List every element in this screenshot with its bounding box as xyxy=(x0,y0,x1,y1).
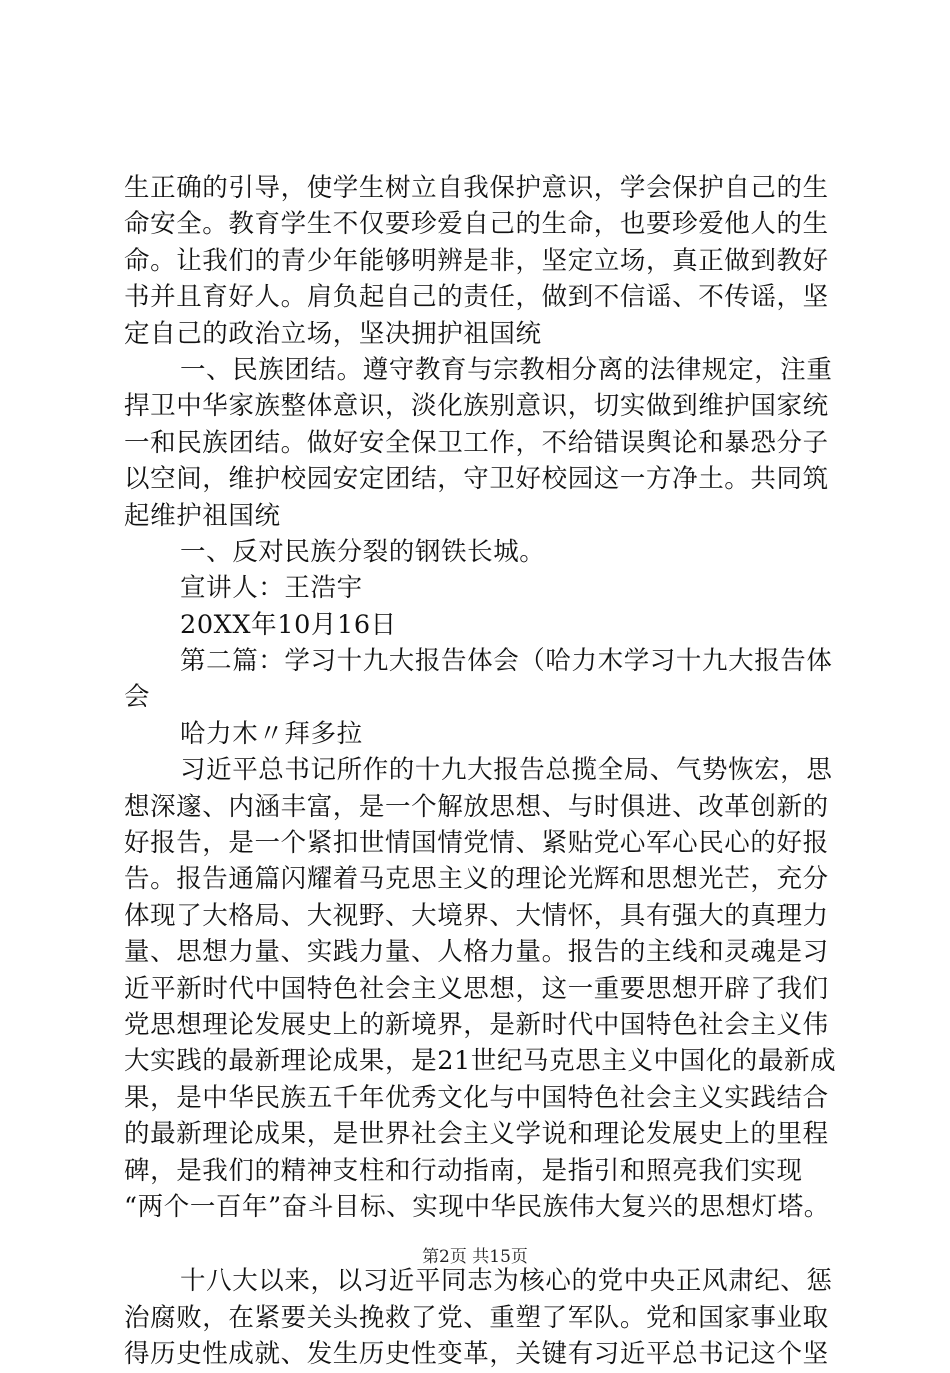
text-line: 一、民族团结。遵守教育与宗教相分离的法律规定，注重 xyxy=(180,354,833,385)
text-line: 大实践的最新理论成果，是21世纪马克思主义中国化的最新成 xyxy=(124,1046,837,1077)
text-line: 十八大以来，以习近平同志为核心的党中央正风肃纪、惩 xyxy=(180,1266,833,1297)
text-line: 量、思想力量、实践力量、人格力量。报告的主线和灵魂是习 xyxy=(124,937,829,968)
text-line: 近平新时代中国特色社会主义思想，这一重要思想开辟了我们 xyxy=(124,973,829,1004)
section-heading-cont: 会 xyxy=(124,682,151,713)
text-line: 告。报告通篇闪耀着马克思主义的理论光辉和思想光芒，充分 xyxy=(124,864,829,895)
text-line: 一和民族团结。做好安全保卫工作，不给错误舆论和暴恐分子 xyxy=(124,427,829,458)
date-line: 20XX年10月16日 xyxy=(180,609,397,640)
text-line: 好报告，是一个紧扣世情国情党情、紧贴党心军心民心的好报 xyxy=(124,828,829,859)
author-line: 哈力木〃拜多拉 xyxy=(180,718,363,749)
text-line: 党思想理论发展史上的新境界，是新时代中国特色社会主义伟 xyxy=(124,1009,829,1040)
text-line: 以空间，维护校园安定团结，守卫好校园这一方净土。共同筑 xyxy=(124,464,829,495)
text-line: 碑，是我们的精神支柱和行动指南，是指引和照亮我们实现 xyxy=(124,1155,803,1186)
text-line: 定自己的政治立场，坚决拥护祖国统 xyxy=(124,318,542,349)
section-heading: 第二篇：学习十九大报告体会（哈力木学习十九大报告体 xyxy=(180,646,833,677)
text-line: 命。让我们的青少年能够明辨是非，坚定立场，真正做到教好 xyxy=(124,245,829,276)
text-line: 起维护祖国统 xyxy=(124,500,281,531)
text-line: 习近平总书记所作的十九大报告总揽全局、气势恢宏，思 xyxy=(180,755,833,786)
text-line: 体现了大格局、大视野、大境界、大情怀，具有强大的真理力 xyxy=(124,900,829,931)
text-line: 书并且育好人。肩负起自己的责任，做到不信谣、不传谣，坚 xyxy=(124,282,829,313)
text-line: 一、反对民族分裂的钢铁长城。 xyxy=(180,536,546,567)
document-body xyxy=(124,170,844,1373)
text-line: 得历史性成就、发生历史性变革，关键有习近平总书记这个坚 xyxy=(124,1339,829,1370)
text-line: “两个一百年”奋斗目标、实现中华民族伟大复兴的思想灯塔。 xyxy=(124,1191,830,1222)
text-line: 生正确的引导，使学生树立自我保护意识，学会保护自己的生 xyxy=(124,173,829,203)
text-line: 治腐败，在紧要关头挽救了党、重塑了军队。党和国家事业取 xyxy=(124,1302,829,1333)
speaker-line: 宣讲人：王浩宇 xyxy=(180,573,363,604)
text-line: 的最新理论成果，是世界社会主义学说和理论发展史上的里程 xyxy=(124,1119,829,1150)
text-line: 果，是中华民族五千年优秀文化与中国特色社会主义实践结合 xyxy=(124,1082,829,1113)
text-line: 想深邃、内涵丰富，是一个解放思想、与时俱进、改革创新的 xyxy=(124,791,829,822)
text-line: 命安全。教育学生不仅要珍爱自己的生命，也要珍爱他人的生 xyxy=(124,209,829,240)
text-line: 捍卫中华家族整体意识，淡化族别意识，切实做到维护国家统 xyxy=(124,391,829,422)
page-number-footer: 第2页 共15页 xyxy=(422,1247,528,1267)
